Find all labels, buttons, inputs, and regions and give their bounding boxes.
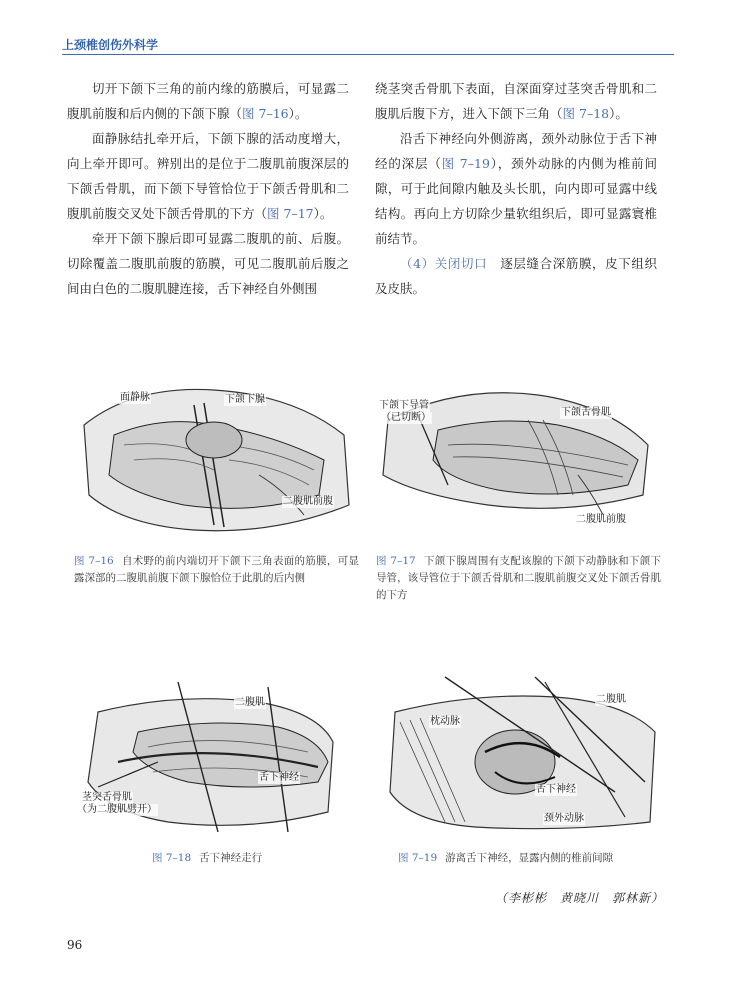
paragraph: 绕茎突舌骨肌下表面，自深面穿过茎突舌骨肌和二腹肌后腹下方，进入下颌下三角（图 7–18）。 — [375, 81, 657, 121]
figure-7-18 — [78, 672, 340, 837]
paragraph: 沿舌下神经向外侧游离，颈外动脉位于舌下神经的深层（图 7–19），颈外动脉的内侧为椎前间隙，可于此间隙内触及头长肌，向内即可显露中线结构。再向上方切除少量软组织后，即可显露寰椎前结节。 — [375, 131, 657, 246]
label-occipital-artery: 枕动脉 — [430, 716, 460, 727]
illustration-drawing — [74, 365, 359, 540]
caption-7-17: 图 7–17 下颌下腺周围有支配该腺的下颌下动静脉和下颌下导管，该导管位于下颌舌骨肌和二腹肌前腹交叉处下颌舌骨肌的下方 — [376, 555, 661, 601]
caption-7-16: 图 7–16 自术野的前内端切开下颌下三角表面的筋膜，可显露深部的二腹肌前腹下颌下腺恰位于此肌的后内侧 — [74, 555, 359, 584]
figure-ref: 图 7–18 — [562, 106, 610, 121]
label-submandibular-duct: 下颌下导管 — [379, 400, 429, 411]
figure-7-17 — [378, 365, 658, 540]
running-header — [62, 34, 674, 55]
label-digastric: 二腹肌 — [596, 694, 626, 705]
label-digastric: 二腹肌 — [235, 697, 265, 708]
label-mylohyoid: 下颌舌骨肌 — [561, 407, 611, 418]
right-text-column — [375, 76, 657, 301]
figure-ref: 图 7–16 — [242, 106, 289, 121]
caption-number: 图 7–16 — [74, 555, 114, 567]
author-credit: （李彬彬 黄晓川 郭林新） — [494, 891, 664, 905]
label-hypoglossal-nerve: 舌下神经 — [259, 772, 299, 783]
paragraph: 面静脉结扎牵开后，下颌下腺的活动度增大，向上牵开即可。辨别出的是位于二腹肌前腹深层的下颌舌骨肌，而下颌下导管恰位于下颌舌骨肌和二腹肌前腹交叉处下颌舌骨肌的下方（图 7–17）。 — [67, 131, 349, 221]
label-stylohyoid: 茎突舌骨肌 — [82, 792, 132, 803]
label-submandibular-gland: 下颌下腺 — [225, 394, 265, 405]
figure-7-16 — [74, 365, 359, 540]
paragraph: （4）关闭切口 逐层缝合深筋膜，皮下组织及皮肤。 — [375, 256, 657, 296]
caption-number: 图 7–17 — [376, 555, 416, 567]
figure-7-19 — [385, 672, 665, 837]
caption-number: 图 7–19 — [398, 852, 438, 864]
caption-7-19: 图 7–19 游离舌下神经，显露内侧的椎前间隙 — [398, 852, 614, 864]
paragraph: 牵开下颌下腺后即可显露二腹肌的前、后腹。切除覆盖二腹肌前腹的筋膜，可见二腹肌前后腹之间由白色的二腹肌腱连接，舌下神经自外侧围 — [67, 231, 349, 296]
label-external-carotid: 颈外动脉 — [544, 813, 584, 824]
left-text-column — [67, 76, 349, 301]
label-facial-vein: 面静脉 — [120, 392, 150, 403]
caption-7-18: 图 7–18 舌下神经走行 — [152, 852, 263, 864]
surgical-illustration — [74, 365, 359, 540]
figure-ref: 图 7–17 — [267, 206, 314, 221]
label-digastric-anterior: 二腹肌前腹 — [283, 496, 333, 507]
paragraph: 切开下颌下三角的前内缘的筋膜后，可显露二腹肌前腹和后内侧的下颌下腺（图 7–16）。 — [67, 81, 349, 121]
figure-ref: 图 7–19 — [441, 156, 490, 171]
label-duct-cut: （已切断） — [381, 412, 431, 423]
book-title: 上颈椎创伤外科学 — [62, 38, 159, 52]
label-stylohyoid-note: （为二腹肌劈开） — [77, 804, 157, 815]
caption-number: 图 7–18 — [152, 852, 192, 864]
label-hypoglossal-nerve: 舌下神经 — [536, 784, 576, 795]
section-heading: （4）关闭切口 — [400, 256, 488, 271]
label-digastric-anterior: 二腹肌前腹 — [576, 514, 626, 525]
page-number: 96 — [67, 938, 83, 952]
